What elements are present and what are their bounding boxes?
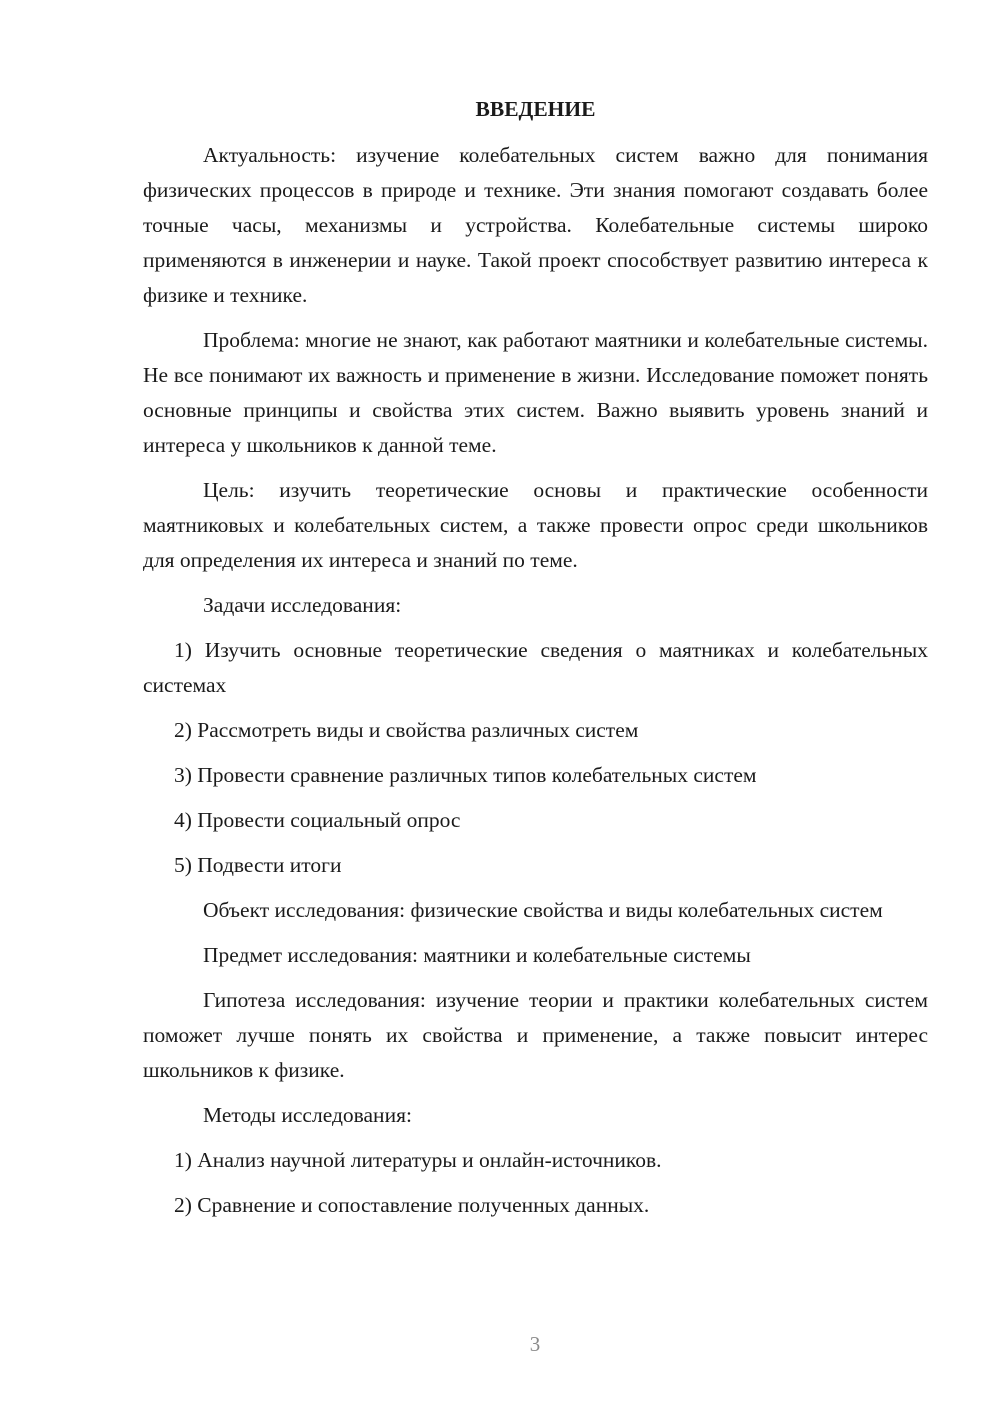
subject-paragraph: Предмет исследования: маятники и колебательные системы <box>203 943 751 967</box>
page-number: 3 <box>529 1332 541 1356</box>
task-item-2: 2) Рассмотреть виды и свойства различных систем <box>174 718 639 742</box>
task-item-1: 1) Изучить основные теоретические сведения о маятниках и колебательных системах <box>143 638 928 697</box>
goal-paragraph: Цель: изучить теоретические основы и практические особенности маятниковых и колебательных систем, а также провести опрос среди школьников для определения их интереса и знаний по теме. <box>143 478 928 572</box>
task-item-4: 4) Провести социальный опрос <box>174 808 461 832</box>
hypothesis-paragraph: Гипотеза исследования: изучение теории и практики колебательных систем поможет лучше понять их свойства и применение, а также повысит интерес школьников к физике. <box>143 988 928 1082</box>
methods-heading: Методы исследования: <box>203 1103 412 1127</box>
tasks-heading: Задачи исследования: <box>203 593 402 617</box>
section-title: ВВЕДЕНИЕ <box>475 97 596 121</box>
task-item-5: 5) Подвести итоги <box>174 853 342 877</box>
object-paragraph: Объект исследования: физические свойства и виды колебательных систем <box>203 898 883 922</box>
problem-paragraph: Проблема: многие не знают, как работают маятники и колебательные системы. Не все понимают их важность и применение в жизни. Исследование поможет понять основные принципы и свойства этих систем. Важно выявить уровень знаний и интереса у школьников к данной теме. <box>143 328 928 457</box>
relevance-paragraph: Актуальность: изучение колебательных систем важно для понимания физических процессов в природе и технике. Эти знания помогают создавать более точные часы, механизмы и устройства. Колебательные системы широко применяются в инженерии и науке. Такой проект способствует развитию интереса к физике и технике. <box>143 143 928 307</box>
method-item-1: 1) Анализ научной литературы и онлайн-источников. <box>174 1148 662 1172</box>
document-page <box>143 92 928 1233</box>
task-item-3: 3) Провести сравнение различных типов колебательных систем <box>174 763 757 787</box>
method-item-2: 2) Сравнение и сопоставление полученных данных. <box>174 1193 650 1217</box>
